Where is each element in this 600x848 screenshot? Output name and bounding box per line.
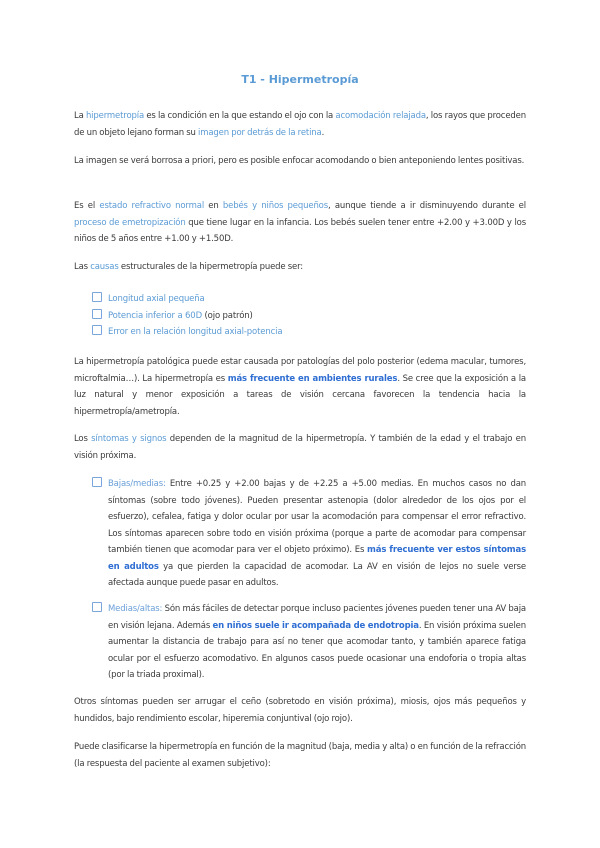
highlight-imagen: imagen por detrás de la retina [198,127,322,138]
paragraph-symptoms-intro: Los síntomas y signos dependen de la magnitud de la hipermetropía. Y también de la edad y el trabajo en visión próxima. [74,434,526,461]
cause-item: Error en la relación longitud axial-potencia [92,324,282,341]
highlight-sintomas: síntomas y signos [91,434,167,444]
paragraph-refractive-state: Es el estado refractivo normal en bebés y niños pequeños, aunque tiende a ir disminuyendo durante el proceso de emetropización que tiene lugar en la infancia. Los bebés suelen tener entre +2.00 y +3.00D y los niños de 5 años entre +1.00 y +1.50D. [74,201,526,244]
paragraph-blurry-image: La imagen se verá borrosa a priori, pero es posible enfocar acomodando o bien anteponiendo lentes positivas. [74,156,525,166]
checkbox-icon[interactable] [92,602,102,612]
checkbox-icon[interactable] [92,477,102,487]
paragraph-definition: La hipermetropía es la condición en la que estando el ojo con la acomodación relajada, los rayos que proceden de un objeto lejano forman su imagen por detrás de la retina. [74,111,526,138]
cause-item: Potencia inferior a 60D (ojo patrón) [92,308,253,325]
page-title: T1 - Hipermetropía [241,73,359,86]
highlight-acomodacion: acomodación relajada [335,111,426,121]
paragraph-other-symptoms: Otros síntomas pueden ser arrugar el ceño (sobretodo en visión próxima), miosis, ojos más pequeños y hundidos, bajo rendimiento escolar, hiperemia conjuntival (ojo rojo). [74,697,526,724]
highlight-causas: causas [90,262,119,272]
paragraph-causes-intro: Las causas estructurales de la hipermetropía puede ser: [74,262,304,272]
cause-item: Longitud axial pequeña [92,291,205,308]
highlight-estado-refractivo: estado refractivo normal [99,201,205,211]
symptom-item-low: Bajas/medias: Entre +0.25 y +2.00 bajas y de +2.25 a +5.00 medias. En muchos casos no dan síntomas (sobre todo jóvenes). Pueden presentar astenopia (dolor alrededor de los ojos por el esfuerzo), cefalea, fatiga y dolor ocular por usar la acomodación para compensar el error refractivo. Los síntomas aparecen sobre todo en visión próxima (porque a parte de acomodar para compensar también tienen que acomodar para ver el objeto próximo). Es más frecuente ver estos síntomas en adultos ya que pierden la capacidad de acomodar. La AV en visión de lejos no suele verse afectada aunque puede pasar en adultos. [92,476,526,592]
highlight-emetropizacion: proceso de emetropización [74,217,186,228]
checkbox-icon[interactable] [92,325,102,335]
symptom-item-high: Medias/altas: Són más fáciles de detectar porque incluso pacientes jóvenes pueden tener una AV baja en visión lejana. Además en niños suele ir acompañada de endotropia. En visión próxima suelen aumentar la distancia de trabajo para así no tener que acomodar tanto, y también aparece fatiga ocular por el esfuerzo acomodativo. En algunos casos puede ocasionar una endoforia o tropia altas (por la triada proximal). [92,601,526,684]
paragraph-pathological: La hipermetropía patológica puede estar causada por patologías del polo posterior (edema macular, tumores, microftalmia…). La hipermetropía es más frecuente en ambientes rurales. Se cree que la exposición a la luz natural y menor exposición a tareas de visión cercana favorecen la tendencia hacia la hipermetropía/ametropía. [74,357,526,417]
highlight-hipermetropia: hipermetropía [85,111,145,121]
checkbox-icon[interactable] [92,309,102,319]
highlight-bebes: bebés y niños pequeños [222,201,329,211]
checkbox-icon[interactable] [92,292,102,302]
paragraph-classification: Puede clasificarse la hipermetropía en función de la magnitud (baja, media y alta) o en función de la refracción (la respuesta del paciente al examen subjetivo): [74,742,526,769]
highlight-rural: más frecuente en ambientes rurales [227,373,398,384]
